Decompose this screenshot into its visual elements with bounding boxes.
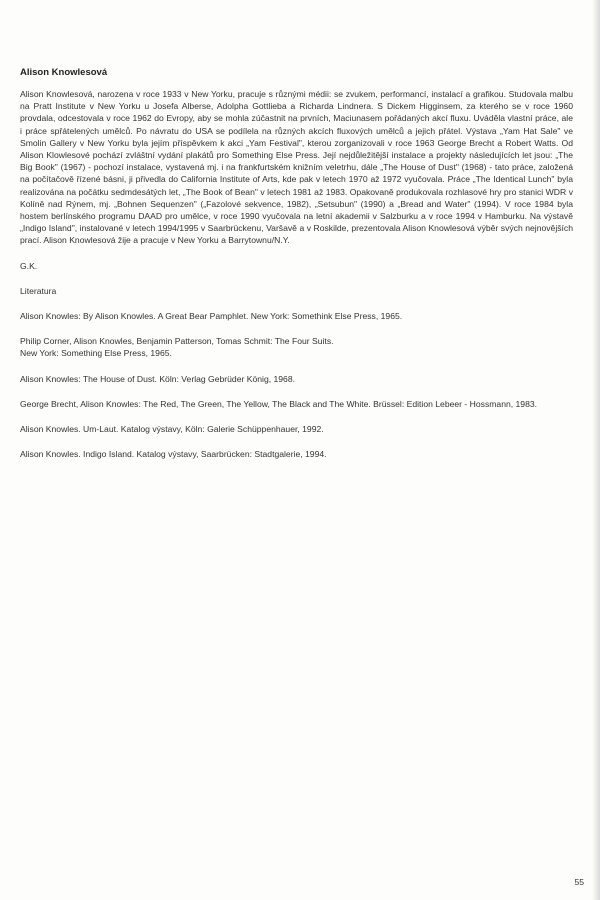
literature-entry: Alison Knowles: The House of Dust. Köln: Verlag Gebrüder König, 1968.	[20, 373, 296, 384]
literature-list	[20, 310, 573, 460]
page-number: 55	[574, 877, 584, 887]
literature-entry: Alison Knowles: By Alison Knowles. A Great Bear Pamphlet. New York: Somethink Else Press, 1965.	[20, 311, 403, 322]
literature-heading: Literatura	[20, 285, 57, 296]
literature-entry: Philip Corner, Alison Knowles, Benjamin Patterson, Tomas Schmit: The Four Suits. New York: Something Else Press, 1965.	[20, 336, 334, 359]
literature-entry: George Brecht, Alison Knowles: The Red, The Green, The Yellow, The Black and The White. Brüssel: Edition Lebeer - Hossmann, 1983.	[20, 398, 538, 409]
article-title: Alison Knowlesová	[20, 67, 108, 78]
page-edge-shadow	[592, 0, 600, 900]
text-column	[20, 66, 573, 473]
literature-entry: Alison Knowles. Indigo Island. Katalog výstavy, Saarbrücken: Stadtgalerie, 1994.	[20, 449, 327, 460]
literature-entry: Alison Knowles. Um-Laut. Katalog výstavy, Köln: Galerie Schüppenhauer, 1992.	[20, 424, 324, 435]
biography-paragraph: Alison Knowlesová, narozena v roce 1933 v New Yorku, pracuje s různými médii: se zvukem, performancí, instalací a grafikou. Studovala malbu na Pratt Institute v New Yorku u Josefa Alberse, Adolpha Gottlieba a Richarda Lindnera. S Dickem Higginsem, za kterého se v roce 1960 provdala, odcestovala v roce 1962 do Evropy, aby se mohla zúčastnit na prvních, Maciunasem pořádaných akcí fluxu. Uváděla vlastní práce, ale i práce spřátelených umělců. Po návratu do USA se podílela na různých akcích fluxových umělců a jejich přátel. Výstava „Yam Hat Sale" ve Smolin Gallery v New Yorku byla jejím příspěvkem k akci „Yam Festival", kterou zorganizovali v roce 1963 George Brecht a Robert Watts. Od Alison Klowlesové pochází zvláštní vydání plakátů pro Something Else Press. Její nejdůležitější instalace a projekty následujících let jsou: „The Big Book" (1967) - pochozí instalace, vystavená mj. i na frankfurtském knižním veletrhu, dále „The House of Dust" (1968) - tato práce, založená na počítačově řízené básni, ji přivedla do California Institute of Arts, kde pak v letech 1970 až 1972 vyučovala. Práce „The Identical Lunch" byla realizována na počátku sedmdesátých let, „The Book of Bean" v letech 1981 až 1983. Opakovaně produkovala rozhlasové hry pro stanici WDR v Kolíně nad Rýnem, mj. „Bohnen Sequenzen" („Fazolové sekvence, 1982), „Setsubun" (1990) a „Bread and Water" (1994). V roce 1984 byla hostem berlínského programu DAAD pro umělce, v roce 1990 vyučovala na letní akademii v Salzburku a v roce 1994 v Hamburku. Na výstavě „Indigo Island", instalované v letech 1994/1995 v Saarbrückenu, Varšavě a v Roskilde, prezentovala Alison Knowlesová výběr svých nejnovějších prací. Alison Knowlesová žije a pracuje v New Yorku a Barrytownu/N.Y.	[20, 89, 573, 246]
author-initials: G.K.	[20, 260, 38, 271]
